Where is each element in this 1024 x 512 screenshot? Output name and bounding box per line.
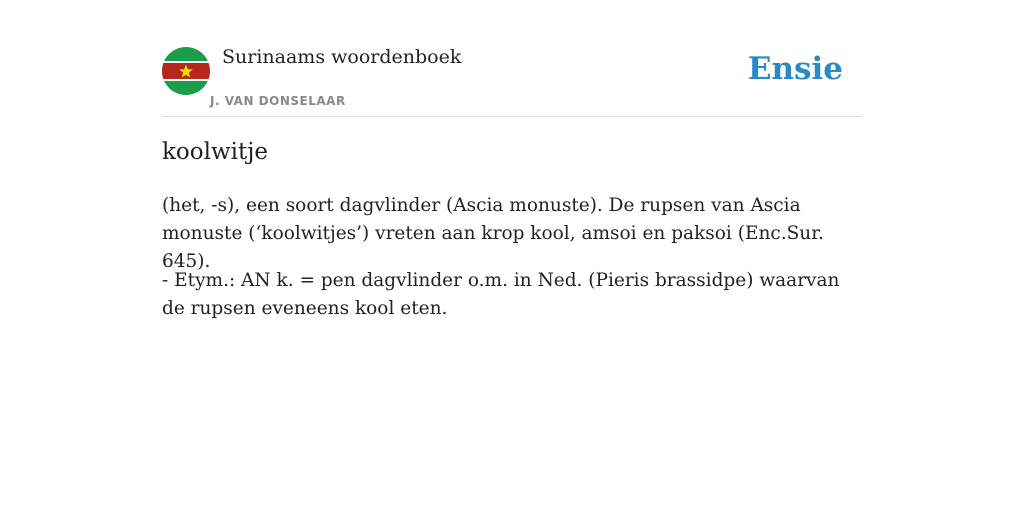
dictionary-header xyxy=(162,46,862,117)
entry-definition: (het, -s), een soort dagvlinder (Ascia monuste). De rupsen van Ascia monuste (‘koolwitjes’) vreten aan krop kool, amsoi en paksoi (Enc.Sur. 645). xyxy=(162,195,824,272)
suriname-flag-icon xyxy=(162,47,210,95)
entry-headword: koolwitje xyxy=(162,139,269,165)
entry-etymology: - Etym.: AN k. = pen dagvlinder o.m. in Ned. (Pieris brassidpe) waarvan de rupsen eveneens kool eten. xyxy=(162,270,840,319)
ensie-logo-link[interactable]: Ensie xyxy=(747,51,843,87)
dictionary-title[interactable]: Surinaams woordenboek xyxy=(222,46,462,68)
dictionary-author: J. VAN DONSELAAR xyxy=(210,94,346,108)
